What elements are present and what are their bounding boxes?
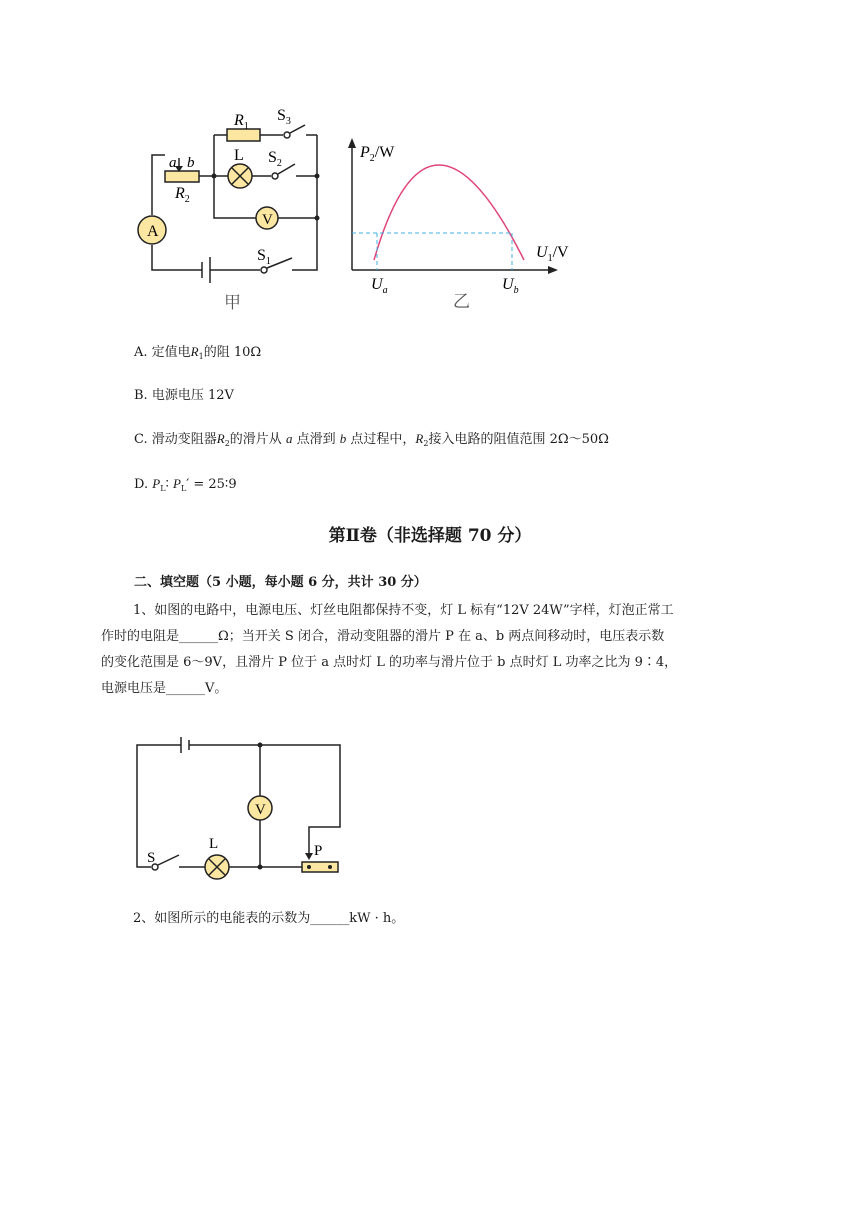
s3-label: $S_3$ xyxy=(277,107,291,127)
circuit-diagram-jia xyxy=(120,100,340,315)
q1-line-1: 1、如图的电路中，电源电压、灯丝电阻都保持不变，灯 L 标有“12V 24W”字样，灯泡正常工 xyxy=(133,603,674,618)
q1-line-4: 电源电压是______V。 xyxy=(101,681,228,696)
power-curve xyxy=(374,165,524,260)
option-a: A. 定值电$R_1$的阻 10Ω xyxy=(134,344,262,361)
circuit-diagram-q1 xyxy=(125,735,355,885)
ub-label: $U_b$ xyxy=(502,276,519,296)
s1-label: $S_1$ xyxy=(257,247,271,267)
option-b: B. 电源电压 12V xyxy=(134,388,234,403)
part-heading: 二、填空题（5 小题，每小题 6 分，共计 30 分） xyxy=(134,575,427,590)
q1-switch-label: S xyxy=(147,850,156,866)
option-c: C. 滑动变阻器$R_2$的滑片从 a 点滑到 b 点过程中，$R_2$接入电路的阻值范围 2Ω～50Ω xyxy=(134,431,609,448)
q1-lamp-label: L xyxy=(209,836,219,852)
lamp-label: L xyxy=(234,147,244,164)
question-1 xyxy=(101,598,801,702)
ammeter-label: A xyxy=(147,223,159,240)
q1-slider-label: P xyxy=(314,843,323,859)
ua-label: $U_a$ xyxy=(371,276,388,296)
option-d: D. $P_L∶$ $P_L'$ = 25∶9 xyxy=(134,476,237,493)
voltmeter-label: V xyxy=(262,212,273,228)
s2-label: $S_2$ xyxy=(268,149,282,169)
q1-voltmeter-label: V xyxy=(255,802,266,818)
r2-label: $R_2$ xyxy=(175,185,190,205)
q1-line-3: 的变化范围是 6～9V，且滑片 P 位于 a 点时灯 L 的功率与滑片位于 b 点时灯 L 功率之比为 9∶4， xyxy=(101,655,678,670)
caption-yi: 乙 xyxy=(453,292,470,311)
x-axis-label: $U_1/V$ xyxy=(536,244,569,264)
q1-line-2: 作时的电阻是______Ω；当开关 S 闭合，滑动变阻器的滑片 P 在 a、b 两点间移动时，电压表示数 xyxy=(101,629,665,644)
question-2: 2、如图所示的电能表的示数为______kW · h。 xyxy=(133,911,405,926)
r1-label: $R_1$ xyxy=(234,112,249,132)
slider-b-label: b xyxy=(187,155,195,171)
y-axis-label: $P_2/W$ xyxy=(360,144,395,164)
caption-jia: 甲 xyxy=(224,293,241,312)
power-voltage-graph xyxy=(340,130,590,315)
slider-a-label: a xyxy=(169,155,177,171)
section-title: 第Ⅱ卷（非选择题 70 分） xyxy=(328,526,532,546)
